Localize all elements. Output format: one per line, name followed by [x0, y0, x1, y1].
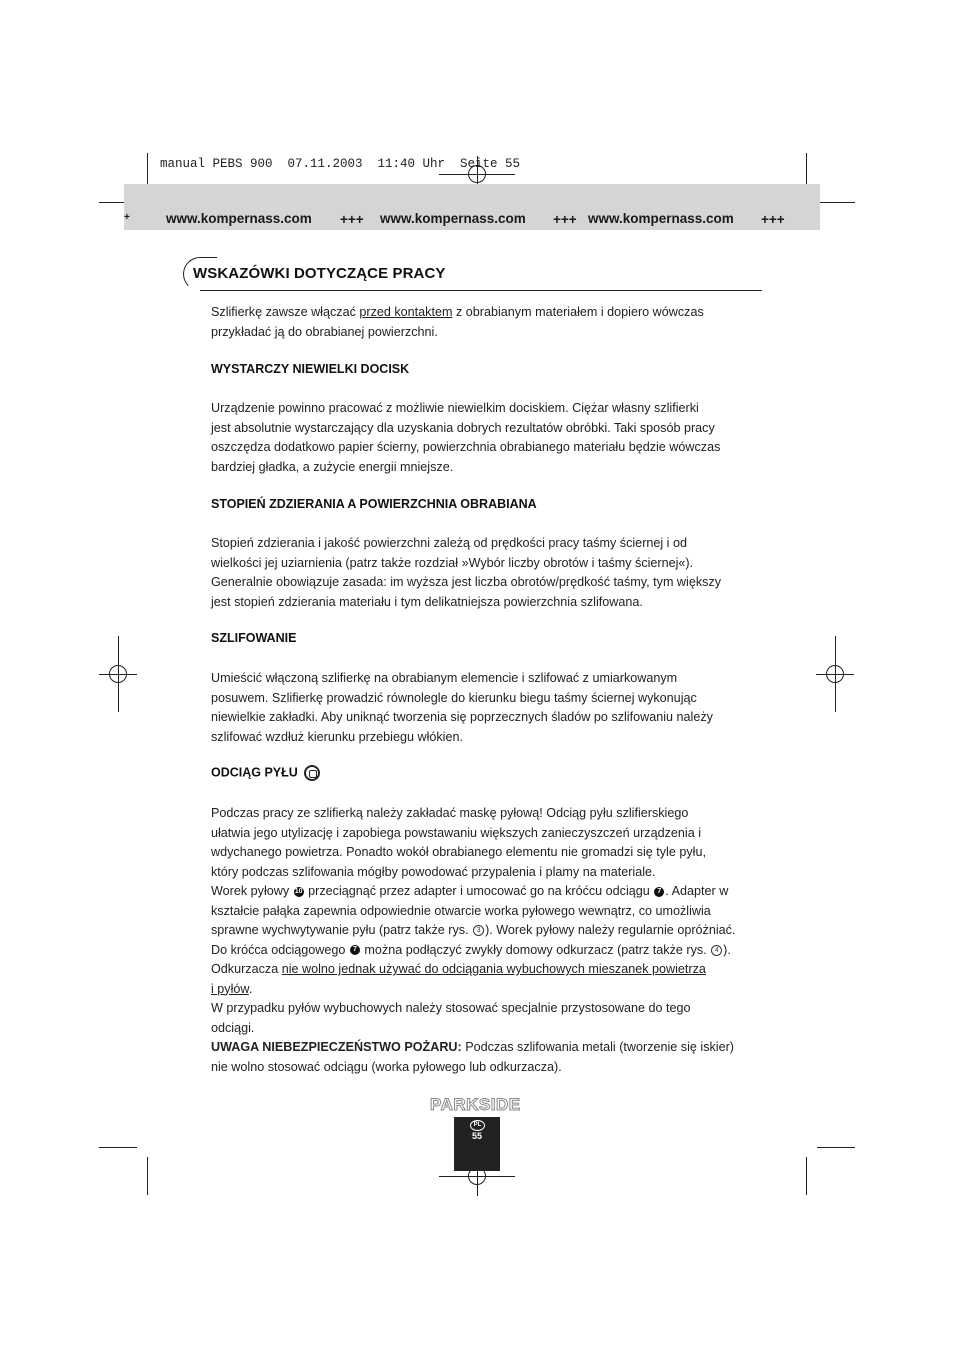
section-paragraph — [211, 534, 763, 612]
text-run: ). Worek pyłowy należy regularnie opróżniać. — [485, 923, 736, 937]
text-run: Worek pyłowy — [211, 884, 293, 898]
text-run: Odkurzacza — [211, 962, 282, 976]
section-heading-text: ODCIĄG PYŁU — [211, 765, 298, 780]
text-line: jest stopień zdzierania materiału i tym delikatniejsza powierzchnia szlifowana. — [211, 594, 643, 609]
text-line: odciągi. — [211, 1020, 255, 1035]
text-line: który podczas szlifowania mógłby powodować przypalenia i plamy na materiale. — [211, 864, 656, 879]
text-run: sprawne wychwytywanie pyłu (patrz także rys. — [211, 923, 473, 937]
text-run: . — [248, 981, 253, 996]
banner-separator: +++ — [340, 212, 364, 227]
text-line — [211, 941, 763, 961]
section-title-frame — [183, 257, 762, 291]
section-heading: WYSTARCZY NIEWIELKI DOCISK — [211, 362, 410, 376]
section-paragraph — [211, 669, 763, 747]
text-run: przeciągnąć przez adapter i umocować go na króćcu odciągu — [304, 884, 654, 898]
text-line: Urządzenie powinno pracować z możliwie niewielkim dociskiem. Ciężar własny szlifierki — [211, 401, 699, 415]
text-line — [211, 960, 763, 980]
crop-mark — [817, 202, 855, 203]
text-line: oszczędza dodatkowo papier ścierny, powierzchnia obrabianego materiału będzie wówczas — [211, 440, 721, 454]
text-run: ). — [723, 942, 731, 957]
page-title: WSKAZÓWKI DOTYCZĄCE PRACY — [193, 265, 446, 282]
intro-text: Szlifierkę zawsze włączać — [211, 305, 360, 319]
section-heading: STOPIEŃ ZDZIERANIA A POWIERZCHNIA OBRABIANA — [211, 497, 537, 511]
part-number-badge: 7 — [654, 887, 664, 897]
part-number-badge: 7 — [350, 945, 360, 955]
intro-paragraph — [211, 303, 763, 342]
dust-mask-icon — [304, 765, 320, 781]
banner-separator: +++ — [553, 212, 577, 227]
banner-url: www.kompernass.com — [166, 211, 312, 226]
text-line: wdychanego powietrza. Ponadto wokół obrabianego elementu nie gromadzi się tyle pyłu, — [211, 845, 706, 859]
text-run: Do króćca odciągowego — [211, 942, 349, 957]
print-slug: manual PEBS 900 07.11.2003 11:40 Uhr Seite 55 — [160, 157, 521, 171]
figure-number-badge: 3 — [473, 925, 484, 936]
text-line — [211, 980, 763, 1000]
intro-underlined: przed kontaktem — [359, 305, 453, 319]
banner-separator: +++ — [761, 212, 785, 227]
text-line: nie wolno stosować odciągu (worka pyłowego lub odkurzacza). — [211, 1059, 562, 1074]
header-banner — [124, 184, 820, 230]
fire-warning-label: UWAGA NIEBEZPIECZEŃSTWO POŻARU: — [211, 1040, 462, 1054]
figure-number-badge: 4 — [711, 945, 722, 956]
registration-line — [835, 636, 836, 712]
section-paragraph — [211, 399, 763, 477]
text-line: niewielkie zakładki. Aby uniknąć tworzenia się poprzecznych śladów po szlifowaniu należy — [211, 710, 713, 724]
banner-url: www.kompernass.com — [380, 211, 526, 226]
text-line: Generalnie obowiązuje zasada: im wyższa jest liczba obrotów/prędkość taśmy, tym większy — [211, 575, 722, 589]
text-line — [211, 921, 763, 941]
part-number-badge: 10 — [294, 887, 303, 895]
banner-marker: + — [124, 212, 130, 223]
text-line: bardziej gładka, a zużycie energii mniejsze. — [211, 459, 454, 474]
text-line: szlifować wzdłuż kierunku przebiegu włókien. — [211, 729, 463, 744]
text-line: posuwem. Szlifierkę prowadzić równolegle do kierunku biegu taśmy ściernej wykonując — [211, 690, 697, 705]
registration-line — [118, 636, 119, 712]
text-line: Umieścić włączoną szlifierkę na obrabianym elemencie i szlifować z umiarkowanym — [211, 671, 678, 685]
text-line: wielkości jej uziarnienia (patrz także rozdział »Wybór liczby obrotów i taśmy ściernej«). — [211, 555, 694, 570]
text-run: . Adapter w — [665, 884, 729, 898]
text-run: Podczas szlifowania metali (tworzenie się iskier) — [461, 1040, 734, 1054]
section-heading: SZLIFOWANIE — [211, 631, 297, 645]
parkside-logo: PARKSIDE — [430, 1095, 521, 1114]
text-line: Stopień zdzierania i jakość powierzchni zależą od prędkości pracy taśmy ściernej i od — [211, 536, 687, 550]
text-line: W przypadku pyłów wybuchowych należy stosować specjalnie przystosowane do tego — [211, 1001, 691, 1015]
title-underline — [200, 290, 762, 291]
crop-mark — [99, 1147, 137, 1148]
registration-line — [477, 1160, 478, 1196]
intro-text: z obrabianym materiałem i dopiero wówczas — [452, 305, 704, 319]
text-line: Podczas pracy ze szlifierką należy zakładać maskę pyłową! Odciąg pyłu szlifierskiego — [211, 806, 689, 820]
text-line — [211, 882, 763, 902]
section-heading — [211, 765, 320, 781]
crop-mark — [817, 1147, 855, 1148]
banner-url: www.kompernass.com — [588, 211, 734, 226]
underlined-warning: i pyłów — [211, 981, 249, 996]
text-line: ułatwia jego utylizację i zapobiega powstawaniu większych zanieczyszczeń urządzenia i — [211, 825, 702, 840]
text-line — [211, 1038, 763, 1058]
crop-mark — [806, 1157, 807, 1195]
page-number: 55 — [471, 1131, 482, 1141]
intro-text: przykładać ją do obrabianej powierzchni. — [211, 324, 438, 339]
underlined-warning: nie wolno jednak używać do odciągania wybuchowych mieszanek powietrza — [281, 962, 706, 976]
text-line: kształcie pałąka zapewnia odpowiednie otwarcie worka pyłowego wewnątrz, co umożliwia — [211, 903, 711, 918]
language-badge: PL — [470, 1120, 485, 1131]
section-paragraph — [211, 804, 763, 1077]
text-line: jest absolutnie wystarczający dla uzyskania dobrych rezultatów obróbki. Taki sposób pracy — [211, 420, 715, 435]
text-run: można podłączyć zwykły domowy odkurzacz (patrz także rys. — [360, 942, 711, 957]
crop-mark — [147, 1157, 148, 1195]
